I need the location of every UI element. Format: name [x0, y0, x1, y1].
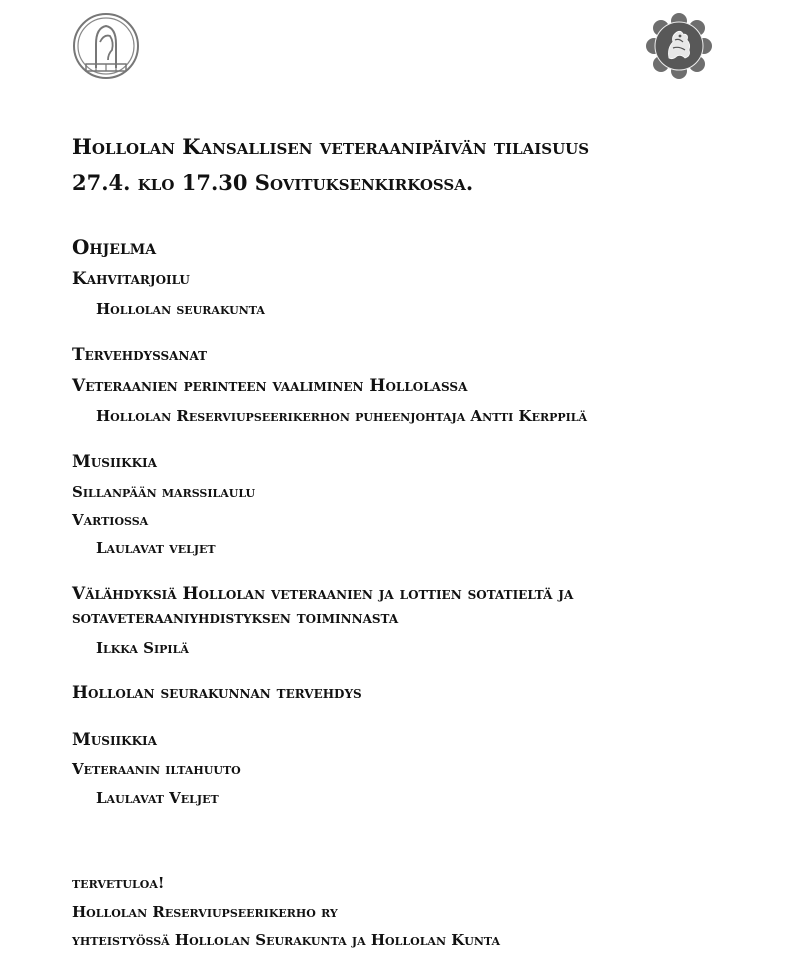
song-title: Sillanpään marssilaulu [72, 483, 256, 501]
coat-of-arms-icon [645, 12, 713, 80]
program-item-title: Tervehdyssanat [72, 345, 208, 365]
program-item-title: Musiikkia [72, 452, 157, 472]
program-item-performer: Laulavat Veljet [96, 789, 219, 807]
program-item-title: Musiikkia [72, 730, 157, 750]
program-item-performer: Ilkka Sipilä [96, 639, 189, 657]
program-item-title: Hollolan seurakunnan tervehdys [72, 683, 362, 703]
event-title: Hollolan Kansallisen veteraanipäivän tilaisuus [72, 134, 590, 159]
event-time-place: 27.4. klo 17.30 Sovituksenkirkossa. [72, 170, 474, 195]
program-heading: Ohjelma [72, 235, 157, 259]
cooperation-text: yhteistyössä Hollolan Seurakunta ja Hollolan Kunta [72, 931, 501, 949]
program-item-title: Kahvitarjoilu [72, 269, 190, 289]
song-title: Veteraanin iltahuuto [72, 760, 241, 778]
program-item-performer: Hollolan Reserviupseerikerhon puheenjohtaja Antti Kerppilä [96, 407, 588, 425]
program-item-title: Välähdyksiä Hollolan veteraanien ja lottien sotatieltä ja [72, 584, 574, 604]
program-item-performer: Hollolan seurakunta [96, 300, 265, 318]
welcome-text: tervetuloa! [72, 874, 165, 892]
organizer-text: Hollolan Reserviupseerikerho ry [72, 903, 338, 921]
seurakunta-emblem-icon [72, 12, 140, 82]
program-item-title: Veteraanien perinteen vaaliminen Hollolassa [72, 376, 468, 396]
program-item-title-cont: sotaveteraaniyhdistyksen toiminnasta [72, 608, 399, 628]
program-item-performer: Laulavat veljet [96, 539, 216, 557]
song-title: Vartiossa [72, 511, 149, 529]
